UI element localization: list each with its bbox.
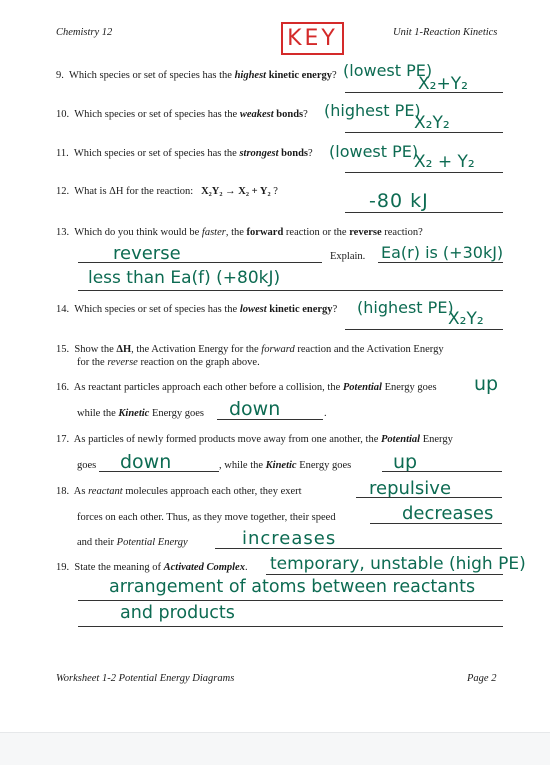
- q10-answer: X₂Y₂: [414, 113, 450, 133]
- page-bottom-band: [0, 732, 550, 765]
- q18-answer-line-2: [370, 523, 502, 524]
- question-18-line-3: and their Potential Energy: [77, 537, 188, 548]
- question-17-goes: goes: [77, 460, 97, 471]
- question-16-line-2: while the Kinetic Energy goes: [77, 408, 204, 419]
- q11-answer: X₂ + Y₂: [414, 152, 475, 172]
- q10-answer-line: [345, 132, 503, 133]
- q18-answer-line-1: [356, 497, 502, 498]
- q18-answer-1: repulsive: [369, 478, 452, 499]
- q18-answer-3: increases: [242, 528, 337, 549]
- unit-title: Unit 1-Reaction Kinetics: [393, 27, 498, 38]
- q9-note: (lowest PE): [343, 61, 433, 80]
- question-14: 14. Which species or set of species has the lowest kinetic energy?: [56, 304, 338, 315]
- q14-answer: X₂Y₂: [448, 309, 484, 329]
- q17-answer-2: up: [393, 451, 418, 473]
- q16-period: .: [324, 408, 327, 419]
- q16-answer-line: [217, 419, 323, 420]
- question-13: 13. Which do you think would be faster, the forward reaction or the reverse reaction?: [56, 227, 423, 238]
- q19-answer-line-3: [78, 626, 503, 627]
- question-12: 12. What is ΔH for the reaction: X₂Y₂ → X₂ + Y₂ ?: [56, 186, 278, 197]
- q18-answer-2: decreases: [402, 503, 494, 524]
- q19-answer-2: arrangement of atoms between reactants: [109, 577, 476, 597]
- question-18-line-1: 18. As reactant molecules approach each other, they exert: [56, 486, 302, 497]
- course-title: Chemistry 12: [56, 27, 113, 38]
- q18-answer-line-3: [215, 548, 502, 549]
- question-9: 9. Which species or set of species has the highest kinetic energy?: [56, 70, 337, 81]
- question-15-line-1: 15. Show the ΔH, the Activation Energy for the forward reaction and the Activation Energy: [56, 344, 444, 355]
- question-16-line-1: 16. As reactant particles approach each other before a collision, the Potential Energy goes: [56, 382, 437, 393]
- key-label: KEY: [287, 26, 338, 51]
- q14-answer-line: [345, 329, 503, 330]
- q16-answer-1: up: [474, 373, 499, 395]
- question-17-line-2: , while the Kinetic Energy goes: [219, 460, 352, 471]
- page-bottom-edge: [0, 732, 550, 733]
- q13-explanation-1: Ea(r) is (+30kJ): [381, 243, 504, 262]
- q13-explanation-2: less than Ea(f) (+80kJ): [88, 268, 281, 288]
- q13-explain-label: Explain.: [330, 251, 366, 262]
- q17-answer-line-1: [99, 471, 219, 472]
- q11-answer-line: [345, 172, 503, 173]
- q9-answer: X₂+Y₂: [418, 74, 468, 94]
- q17-answer-line-2: [382, 471, 502, 472]
- question-15-line-2: for the reverse reaction on the graph above.: [77, 357, 260, 368]
- q9-answer-line: [345, 92, 503, 93]
- question-19: 19. State the meaning of Activated Complex.: [56, 562, 248, 573]
- question-17-line-1: 17. As particles of newly formed products move away from one another, the Potential Energy: [56, 434, 453, 445]
- q13-explain-line-2: [78, 290, 503, 291]
- q17-answer-1: down: [120, 451, 172, 473]
- q10-note: (highest PE): [324, 101, 421, 120]
- footer-page: Page 2: [467, 673, 497, 684]
- question-11: 11. Which species or set of species has the strongest bonds?: [56, 148, 313, 159]
- key-stamp: [281, 22, 344, 55]
- q13-answer: reverse: [113, 243, 181, 264]
- question-10: 10. Which species or set of species has the weakest bonds?: [56, 109, 308, 120]
- q19-answer-line-2: [78, 600, 503, 601]
- q11-note: (lowest PE): [329, 142, 419, 161]
- q19-answer-line-1: [266, 574, 503, 575]
- q14-note: (highest PE): [357, 298, 454, 317]
- q13-answer-line: [78, 262, 322, 263]
- q19-answer-3: and products: [120, 603, 235, 623]
- q12-answer: -80 kJ: [369, 190, 429, 212]
- q12-answer-line: [345, 212, 503, 213]
- question-18-line-2: forces on each other. Thus, as they move together, their speed: [77, 512, 336, 523]
- q13-explain-line-1: [378, 262, 503, 263]
- q16-answer-2: down: [229, 398, 281, 420]
- q19-answer-1: temporary, unstable (high PE): [270, 554, 526, 574]
- footer-worksheet: Worksheet 1-2 Potential Energy Diagrams: [56, 673, 235, 684]
